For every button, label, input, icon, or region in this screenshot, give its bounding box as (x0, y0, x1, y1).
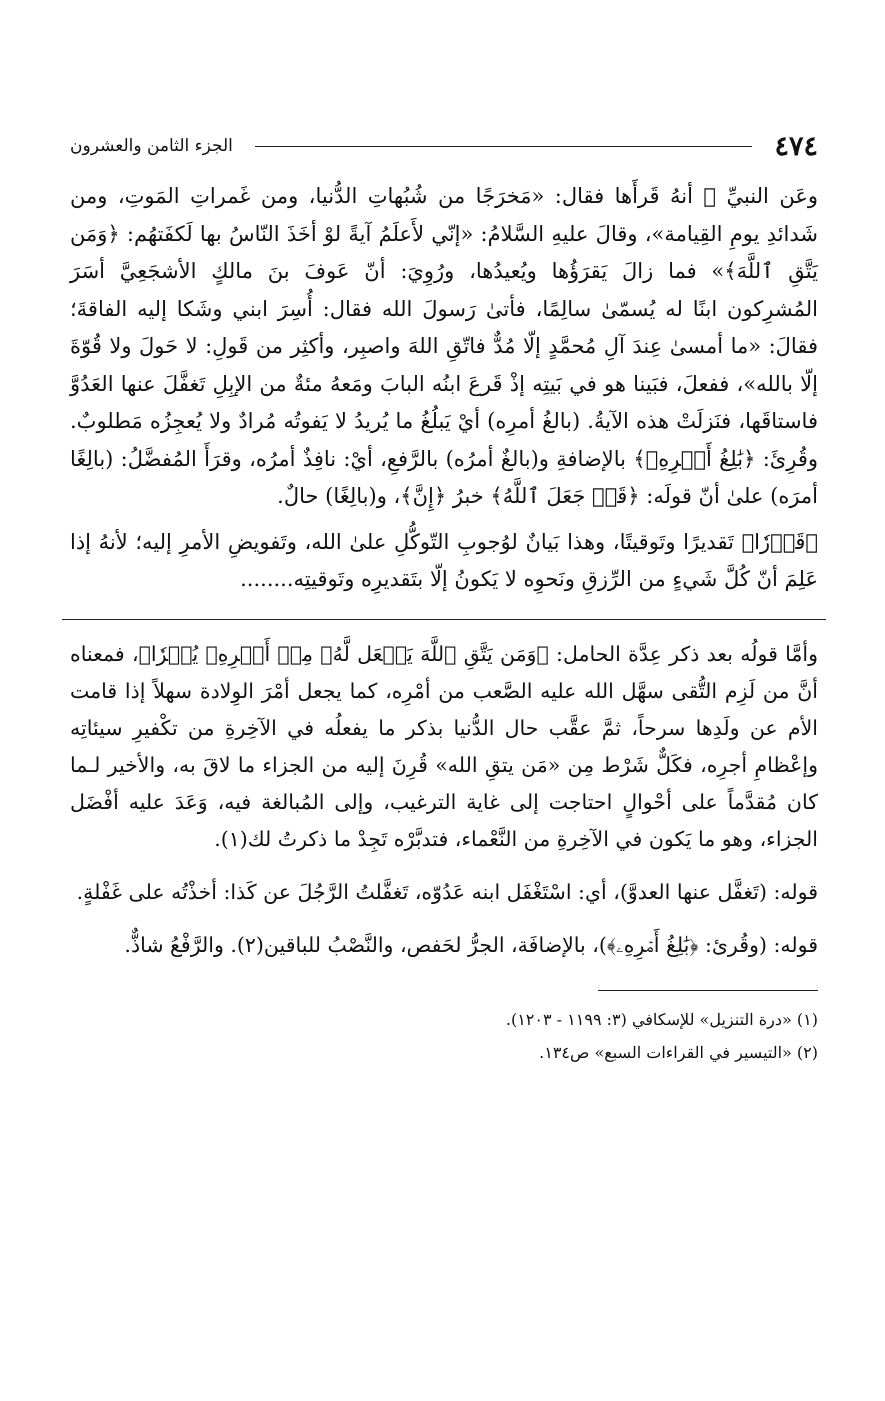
commentary-paragraph-2: قوله: (تَغفَّل عنها العدوَّ)، أي: اسْتَغْفَل ابنه عَدُوّه، تَغفَّلتُ الرَّجُلَ عن كَذا: أخذْتُه على غَفْلةٍ. (76, 879, 818, 904)
commentary-separator (62, 619, 826, 620)
footnote-1: (١) «درة التنزيل» للإسكافي (٣: ١١٩٩ - ١٢٠٣). (505, 1009, 818, 1029)
footnotes-rule (598, 990, 818, 991)
footnotes (70, 1003, 818, 1069)
main-text-paragraph-1: وعَن النبيِّ ﷺ أنهُ قَرأَها فقال: «مَخرَجًا من شُبُهاتِ الدُّنيا، ومن غَمراتِ المَوتِ، ومن شَدائدِ يومِ القِيامة»، وقالَ عليهِ السَّلامُ: «إنّي لأَعلَمُ آيةً لوْ أخَذَ النّاسُ بها لَكفَتهُم: ﴿وَمَن يَتَّقِ ٱللَّهَ﴾» فما زالَ يَقرَؤُها ويُعيدُها، ورُوِيَ: أنّ عَوفَ بنَ مالكٍ الأشجَعِيَّ أسَرَ المُشرِكون ابنًا له يُسمّىٰ سالِمًا، فأتىٰ رَسولَ الله فقال: أُسِرَ ابني وشَكا إليه الفاقةَ؛ فقالَ: «ما أمسىٰ عِندَ آلِ مُحمَّدٍ إلّا مُدٌّ فاتّقِ اللهَ واصبِر، وأكثِر من قَولِ: لا حَولَ ولا قُوّةَ إلّا بالله»، ففعلَ، فبَينا هو في بَيتِه إذْ قَرعَ ابنُه البابَ ومَعهُ مئةٌ من الإبِلِ تَغفَّلَ عنها العَدُوَّ فاستاقَها، فنَزلَتْ هذه الآيةُ. (بالغُ أمرِه) أيْ يَبلُغُ ما يُريدُ لا يَفوتُه مُرادٌ ولا يُعجِزُه مَطلوبٌ. وقُرِئَ: ﴿بَٰلِغُ أَمۡرِهِۦ﴾ بالإضافةِ و(بالغٌ أمرُه) بالرَّفعِ، أيْ: نافِذٌ أمرُه، وقرَأَ المُفضَّلُ: (بالِغًا أمرَه) علىٰ أنّ قولَه: ﴿قَدۡ جَعَلَ ٱللَّهُ﴾ خبرُ ﴿إِنَّ﴾، و(بالِغًا) حالٌ. (70, 184, 818, 508)
commentary (70, 636, 818, 964)
running-title: الجزء الثامن والعشرون (70, 136, 233, 156)
footnote-2: (٢) «التيسير في القراءات السبع» ص١٣٤. (539, 1042, 818, 1062)
page-number: ٤٧٤ (774, 130, 818, 162)
page-header (70, 128, 818, 164)
commentary-paragraph-3: قوله: (وقُرئ: ﴿بَٰلِغُ أَمۡرِهِۦ﴾)، بالإضافَة، الجرُّ لحَفص، والنَّصْبُ للباقين(٢). والرَّفْعُ شاذٌّ. (124, 932, 818, 957)
commentary-paragraph-1: وأمَّا قولُه بعد ذكر عِدَّة الحامل: ﴿وَمَن يَتَّقِ ٱللَّهَ يَجۡعَل لَّهُۥ مِنۡ أَمۡرِهِۦ يُسۡرٗا﴾، فمعناه أنَّ من لَزِم التُّقى سهَّل الله عليه الصَّعب من أمْرِه، كما يجعل أمْرَ الوِلادة سهلاً إذا قامت الأم عن ولَدِها سرحاً، ثمَّ عقَّب حال الدُّنيا بذكر ما يفعلُه في الآخِرةِ من تكْفيرِ سيئاتِه وإعْظامِ أجرِه، فكَلٌّ شَرْط مِن «مَن يتقِ الله» قُرِنَ إليه من الجزاء ما لاقَ به، والأخير لـما كان مُقدَّماً على أحْوالٍ احتاجت إلى غاية الترغيب، وإلى المُبالغة فيه، وَعَدَ عليه أفْضَل الجزاء، وهو ما يَكون في الآخِرةِ من النَّعْماء، فتدبَّرْه تَجِدْ ما ذكرتُ لك(١). (70, 641, 818, 851)
book-page (70, 128, 818, 1069)
main-text (70, 178, 818, 599)
main-text-paragraph-2: ﴿قَدۡرٗا﴾ تَقديرًا وتَوقيتًا، وهذا بَيانٌ لوُجوبِ التّوكُّلِ علىٰ الله، وتَفويضِ الأمرِ إليه؛ لأنهُ إذا عَلِمَ أنّ كُلَّ شَيءٍ من الرِّزقِ ونَحوِه لا يَكونُ إلّا بتَقديرِه وتَوقيتِه........ (70, 529, 818, 591)
header-rule (255, 146, 753, 147)
